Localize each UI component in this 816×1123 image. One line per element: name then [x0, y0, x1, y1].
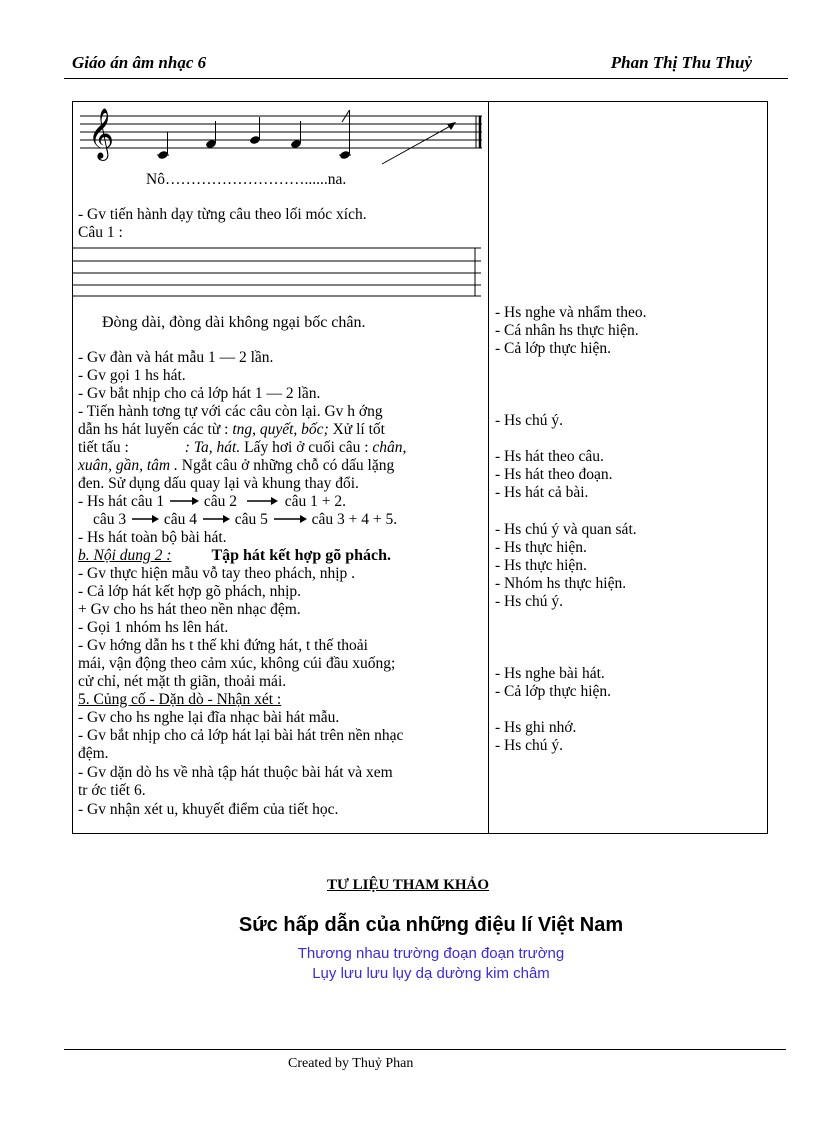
empty-staff: [73, 246, 488, 298]
header-rule: [64, 78, 788, 79]
text-line: [78, 439, 406, 457]
note-3: [249, 117, 261, 145]
note-1: [157, 132, 169, 160]
text-line: - Gv thực hiện mẫu vỗ tay theo phách, nhịp .: [78, 565, 356, 582]
text-line: Câu 1 :: [78, 224, 123, 241]
text-line: - Gv hớng dẫn hs t thế khi đứng hát, t thế thoải: [78, 637, 368, 654]
staff-lyric-end: na.: [327, 171, 347, 188]
student-activity: - Hs thực hiện.: [495, 539, 587, 556]
student-activity: - Cả lớp thực hiện.: [495, 683, 612, 700]
text-line: [78, 457, 394, 475]
student-activity: - Hs thực hiện.: [495, 557, 587, 574]
reference-title: TƯ LIỆU THAM KHẢO: [326, 877, 490, 893]
text-span: chân,: [372, 439, 407, 456]
footer-credit: Created by Thuỷ Phan: [288, 1056, 414, 1071]
sequence-line: [93, 511, 397, 529]
text-line: - Gv dặn dò hs về nhà tập hát thuộc bài hát và xem: [78, 764, 393, 781]
text-span: câu 3: [93, 511, 127, 528]
footer-rule: [64, 1049, 786, 1050]
student-activity: - Hs hát theo đoạn.: [495, 466, 613, 483]
student-activity: - Hs nghe bài hát.: [495, 665, 605, 682]
text-line: - Gọi 1 nhóm hs lên hát.: [78, 619, 229, 636]
text-line: đen. Sử dụng dấu quay lại và khung thay đổi.: [78, 475, 359, 492]
student-activity: - Hs chú ý và quan sát.: [495, 521, 637, 538]
text-span: tng, quyết, bốc;: [232, 421, 329, 438]
student-activity: - Hs ghi nhớ.: [495, 719, 577, 736]
arrow-icon: [201, 514, 231, 524]
student-activity: - Hs chú ý.: [495, 593, 564, 610]
text-span: - Hs hát câu 1: [78, 493, 165, 510]
text-line: - Gv gọi 1 hs hát.: [78, 367, 186, 384]
text-span: câu 2: [203, 493, 237, 510]
text-line: [78, 421, 385, 439]
student-activity: - Cả lớp thực hiện.: [495, 340, 612, 357]
text-span: tiết tấu :: [78, 439, 129, 456]
text-span: câu 3 + 4 + 5.: [311, 511, 398, 528]
section-title: Tập hát kết hợp gõ phách.: [211, 547, 392, 564]
arrow-icon: [382, 122, 456, 164]
text-span: Xử lí tốt: [328, 421, 385, 438]
text-line: - Gv tiến hành dạy từng câu theo lối móc xích.: [78, 206, 367, 223]
section-label: b. Nội dung 2 :: [78, 547, 172, 564]
arrow-icon: [272, 514, 308, 524]
text-line: cử chỉ, nét mặt th giãn, thoải mái.: [78, 673, 287, 690]
section-heading: [78, 547, 391, 565]
arrow-icon: [241, 496, 281, 506]
student-activity: - Hs hát cả bài.: [495, 484, 589, 501]
text-line: tr ớc tiết 6.: [78, 782, 146, 799]
poem-line: Thương nhau trường đoạn đoạn trường: [297, 945, 565, 962]
text-line: - Gv nhận xét u, khuyết điểm của tiết học.: [78, 801, 339, 818]
text-line: - Gv đàn và hát mẫu 1 — 2 lần.: [78, 349, 274, 366]
text-line: - Hs hát toàn bộ bài hát.: [78, 529, 227, 546]
student-activity: - Cá nhân hs thực hiện.: [495, 322, 639, 339]
text-span: câu 1 + 2.: [284, 493, 346, 510]
student-activity: - Hs chú ý.: [495, 412, 564, 429]
staff-lyric: [146, 171, 346, 189]
column-divider: [488, 101, 489, 834]
header-right: Phan Thị Thu Thuỷ: [610, 53, 752, 72]
arrow-icon: [168, 496, 200, 506]
text-line: - Cả lớp hát kết hợp gõ phách, nhịp.: [78, 583, 302, 600]
note-2: [205, 121, 217, 149]
student-activity: - Hs hát theo câu.: [495, 448, 604, 465]
student-activity: - Hs chú ý.: [495, 737, 564, 754]
section-heading: 5. Củng cố - Dặn dò - Nhận xét :: [78, 691, 282, 708]
text-span: dẫn hs hát luyến các từ :: [78, 421, 233, 438]
note-4: [290, 121, 302, 149]
music-staff: [80, 104, 484, 166]
note-5: [339, 110, 351, 160]
text-line: đệm.: [78, 745, 109, 762]
poem-line: Lụy lưu lưu lụy dạ dường kim châm: [312, 965, 550, 982]
student-activity: - Hs nghe và nhẩm theo.: [495, 304, 647, 321]
text-span: Lấy hơi ở cuối câu :: [240, 439, 373, 456]
arrow-icon: [130, 514, 160, 524]
staff-lyric-dots: ………………………......: [164, 171, 328, 188]
text-span: : Ta, hát.: [184, 439, 241, 456]
text-line: - Gv cho hs nghe lại đĩa nhạc bài hát mẫu.: [78, 709, 340, 726]
reference-heading: Sức hấp dẫn của những điệu lí Việt Nam: [238, 914, 624, 936]
text-line: - Gv bắt nhịp cho cả lớp hát 1 — 2 lần.: [78, 385, 321, 402]
text-span: câu 5: [234, 511, 268, 528]
treble-clef-icon: 𝄞: [88, 108, 115, 159]
text-line: mái, vận động theo cảm xúc, không cúi đầu xuống;: [78, 655, 396, 672]
header-left: Giáo án âm nhạc 6: [72, 53, 207, 72]
student-activity: - Nhóm hs thực hiện.: [495, 575, 627, 592]
staff-lyric-start: Nô: [146, 171, 165, 188]
text-line: - Gv bắt nhịp cho cả lớp hát lại bài hát trên nền nhạc: [78, 727, 404, 744]
text-span: xuân, gần, tâm .: [78, 457, 178, 474]
sequence-line: [78, 493, 346, 511]
text-span: Ngắt câu ở những chỗ có dấu lặng: [177, 457, 395, 474]
lyric-line: Đòng dài, đòng dài không ngại bốc chân.: [102, 314, 366, 331]
text-line: + Gv cho hs hát theo nền nhạc đệm.: [78, 601, 301, 618]
text-line: - Tiến hành tơng tự với các câu còn lại. Gv h ớng: [78, 403, 383, 420]
text-span: câu 4: [163, 511, 198, 528]
